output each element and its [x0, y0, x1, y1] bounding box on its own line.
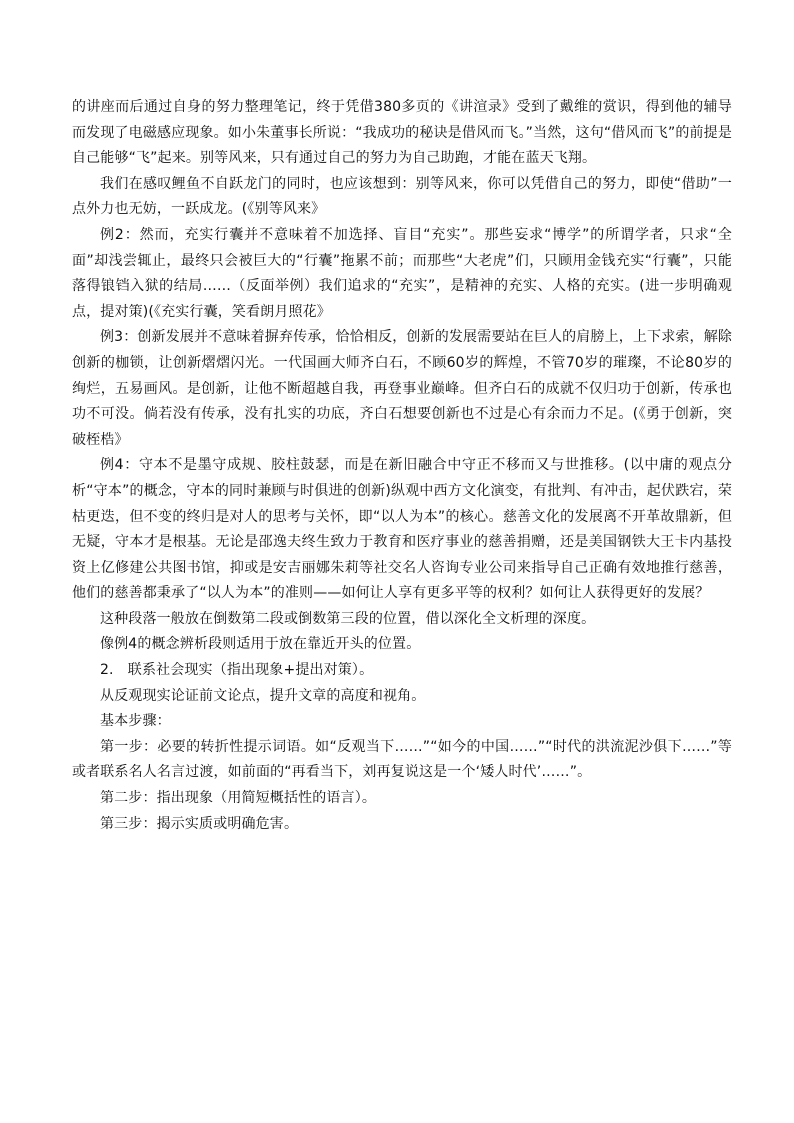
- basic-steps-label: 基本步骤：: [100, 713, 171, 730]
- paragraph-placement-note: 这种段落一般放在倒数第二段或倒数第三段的位置，借以深化全文析理的深度。: [100, 610, 596, 627]
- step-two: 第二步：指出现象（用简短概括性的语言）。: [100, 790, 376, 807]
- paragraph-example-4: 例4：守本不是墨守成规、胶柱鼓瑟，而是在新旧融合中守正不移而又与世推移。(以中庸的观点分析“守本”的概念，守本的同时兼顾与时俱进的创新)纵观中西方文化演变，有批判、有冲击，起伏跌宕，荣枯更迭，但不变的终归是对人的思考与关怀，即“以人为本”的核心。慈善文化的发展离不开革故鼎新，但无疑，守本才是根基。无论是邵逸夫终生致力于教育和医疗事业的慈善捐赠，还是美国钢铁大王卡内基投资上亿修建公共图书馆，抑或是安吉丽娜朱莉等社交名人咨询专业公司来指导自己正确有效地推行慈善，他们的慈善都秉承了“以人为本”的准则——如何让人享有更多平等的权利？如何让人获得更好的发展？: [72, 457, 732, 602]
- step-one: 第一步：必要的转折性提示词语。如“反观当下……”“如今的中国……”“时代的洪流泥沙俱下……”等或者联系名人名言过渡，如前面的“再看当下，刘再复说这是一个‘矮人时代’……”。: [72, 738, 732, 781]
- paragraph-faraday-example: 的讲座而后通过自身的努力整理笔记，终于凭借380多页的《讲渲录》受到了戴维的赏识，得到他的辅导而发现了电磁感应现象。如小朱董事长所说：“我成功的秘诀是借风而飞。”当然，这句“借风而飞”的前提是自己能够“飞”起来。别等风来，只有通过自己的努力为自己助跑，才能在蓝天飞翔。: [72, 99, 732, 167]
- paragraph-example-4-note: 像例4的概念辨析段则适用于放在靠近开头的位置。: [100, 636, 421, 653]
- section-heading-social-reality: 2. 联系社会现实（指出现象+提出对策）。: [100, 662, 374, 679]
- paragraph-example-2: 例2：然而，充实行囊并不意味着不加选择、盲目“充实”。那些妄求“博学”的所谓学者，只求“全面”却浅尝辄止，最终只会被巨大的“行囊”拖累不前；而那些“大老虎”们，只顾用金钱充实“行囊”，只能落得锒铛入狱的结局……（反面举例）我们追求的“充实”，是精神的充实、人格的充实。(进一步明确观点，提对策)(《充实行囊，笑看朗月照花》: [72, 226, 732, 320]
- document-page: [72, 95, 732, 837]
- paragraph-purpose: 从反观现实论证前文论点，提升文章的高度和视角。: [100, 687, 426, 704]
- paragraph-carp-conclusion: 我们在感叹鲤鱼不自跃龙门的同时，也应该想到：别等风来，你可以凭借自己的努力，即使“借助”一点外力也无妨，一跃成龙。(《别等风来》: [72, 175, 732, 218]
- step-three: 第三步：揭示实质或明确危害。: [100, 815, 299, 832]
- paragraph-example-3: 例3：创新发展并不意味着摒弃传承，恰恰相反，创新的发展需要站在巨人的肩膀上，上下求索，解除创新的枷锁，让创新熠熠闪光。一代国画大师齐白石，不顾60岁的辉煌，不管70岁的璀璨，不论80岁的绚烂，五易画风。是创新，让他不断超越自我，再登事业巅峰。但齐白石的成就不仅归功于创新，传承也功不可没。倘若没有传承，没有扎实的功底，齐白石想要创新也不过是心有余而力不足。(《勇于创新，突破桎梏》: [72, 329, 732, 448]
